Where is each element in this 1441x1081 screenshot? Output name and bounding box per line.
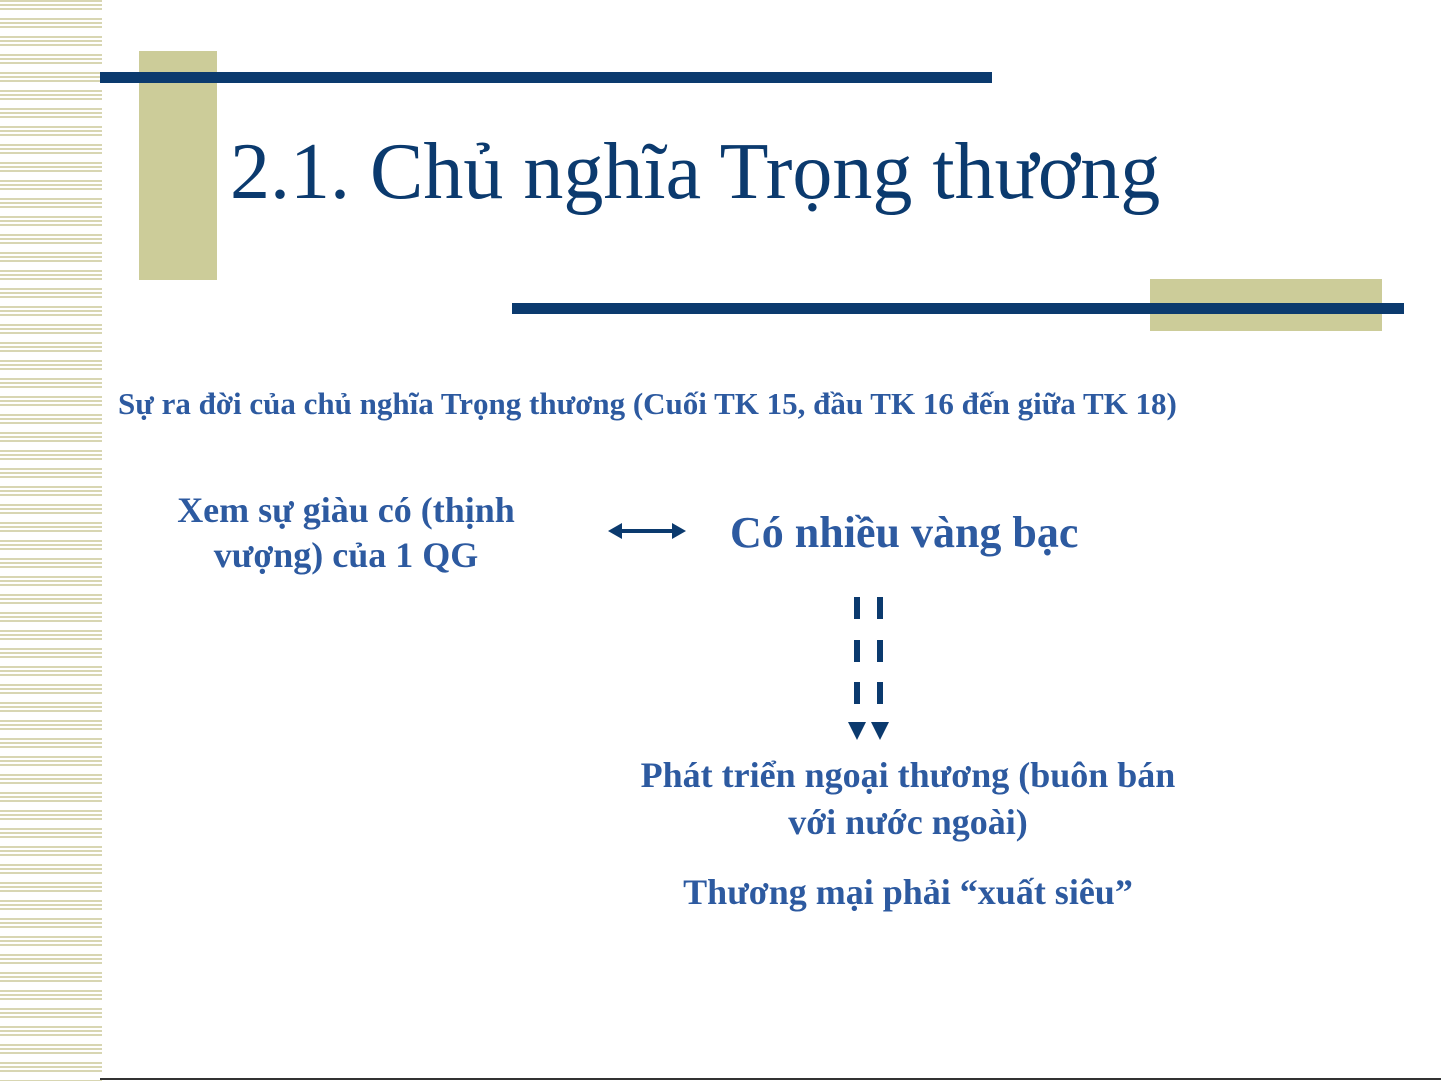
slide-subtitle: Sự ra đời của chủ nghĩa Trọng thương (Cuối TK 15, đầu TK 16 đến giữa TK 18)	[118, 386, 1177, 421]
double-headed-arrow-icon	[608, 519, 686, 543]
title-bottom-bar	[512, 303, 1404, 314]
wealth-concept-line1: Xem sự giàu có (thịnh	[177, 490, 515, 530]
dashed-down-arrow-icon	[845, 597, 895, 742]
slide-title: 2.1. Chủ nghĩa Trọng thương	[230, 128, 1161, 216]
foreign-trade-development	[582, 752, 1234, 846]
foreign-trade-line1: Phát triển ngoại thương (buôn bán	[640, 755, 1176, 795]
gold-silver-concept: Có nhiều vàng bạc	[730, 508, 1079, 557]
slide-bottom-border	[100, 1078, 1441, 1080]
decorative-stripes	[0, 0, 102, 1081]
title-accent-block	[139, 51, 217, 280]
title-top-bar	[100, 72, 992, 83]
trade-surplus-rule: Thương mại phải “xuất siêu”	[683, 872, 1133, 912]
wealth-concept-line2: vượng) của 1 QG	[213, 535, 479, 575]
wealth-concept	[140, 488, 552, 578]
foreign-trade-line2: với nước ngoài)	[788, 801, 1028, 842]
